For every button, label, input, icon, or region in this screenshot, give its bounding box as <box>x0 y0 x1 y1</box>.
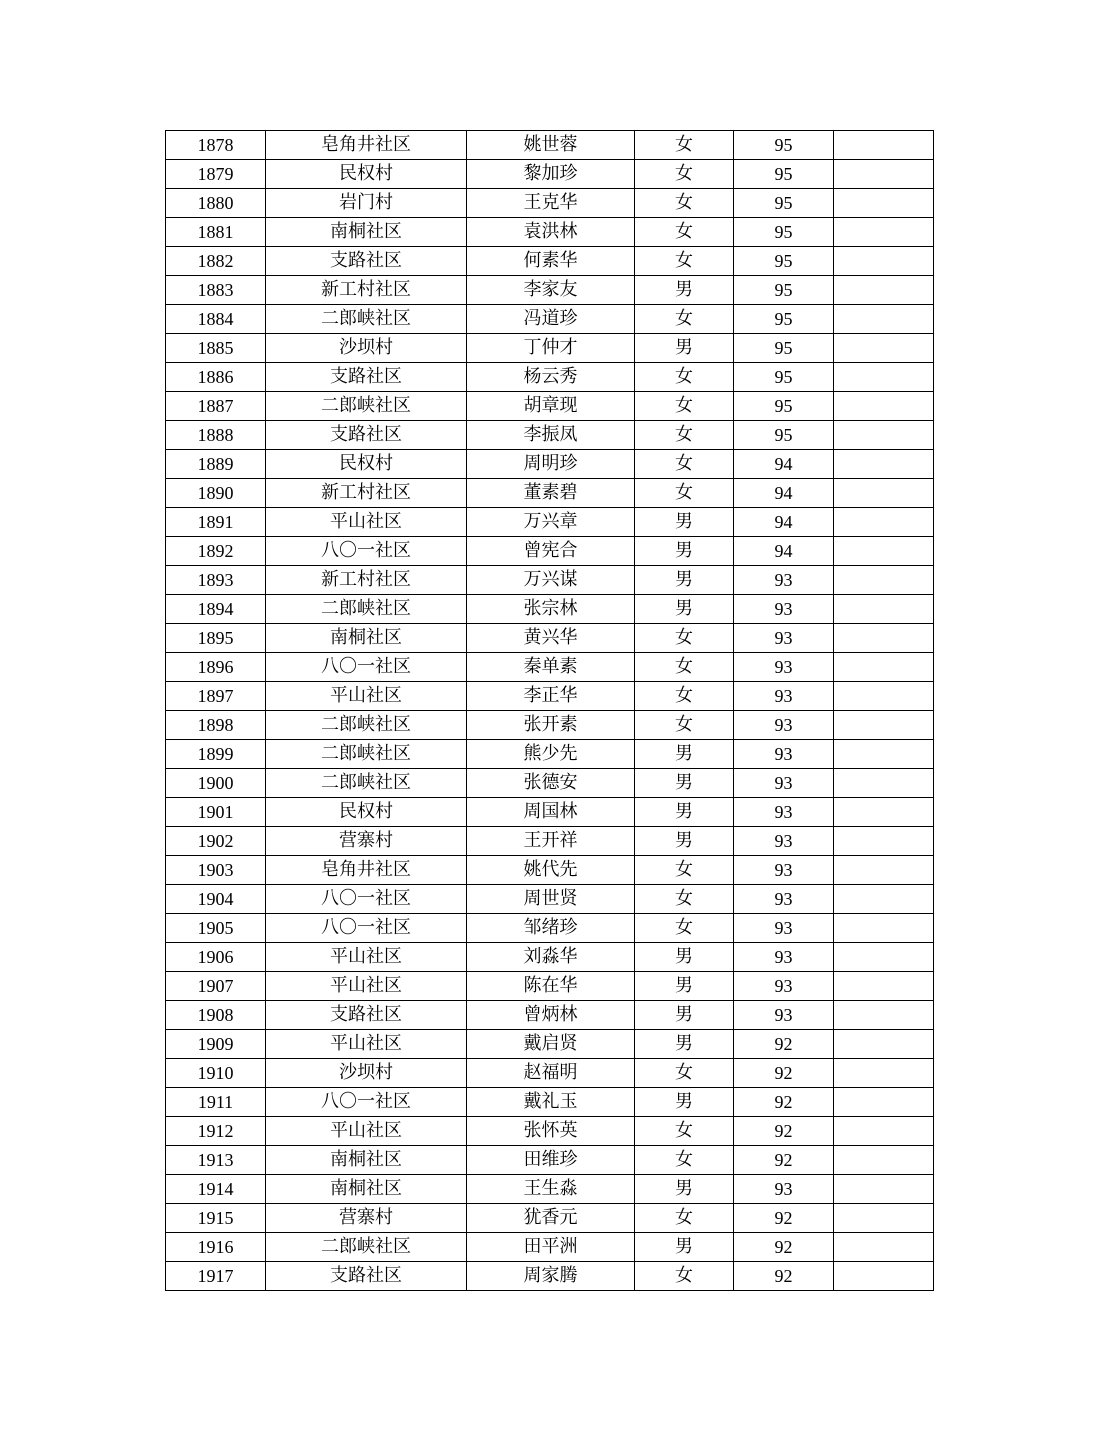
records-table-body <box>166 131 934 1291</box>
age-cell: 95 <box>734 305 834 334</box>
serial-number-cell: 1898 <box>166 711 266 740</box>
table-row <box>166 1088 934 1117</box>
serial-number-cell: 1885 <box>166 334 266 363</box>
gender-cell: 女 <box>635 189 734 218</box>
note-cell <box>834 1088 934 1117</box>
table-row <box>166 1175 934 1204</box>
note-cell <box>834 1204 934 1233</box>
note-cell <box>834 740 934 769</box>
community-cell: 二郎峡社区 <box>266 1233 467 1262</box>
gender-cell: 女 <box>635 1262 734 1291</box>
note-cell <box>834 537 934 566</box>
gender-cell: 女 <box>635 682 734 711</box>
serial-number-cell: 1917 <box>166 1262 266 1291</box>
gender-cell: 男 <box>635 595 734 624</box>
serial-number-cell: 1911 <box>166 1088 266 1117</box>
table-row <box>166 247 934 276</box>
age-cell: 93 <box>734 682 834 711</box>
age-cell: 93 <box>734 856 834 885</box>
age-cell: 92 <box>734 1059 834 1088</box>
person-name-cell: 袁洪林 <box>467 218 635 247</box>
community-cell: 八〇一社区 <box>266 914 467 943</box>
age-cell: 93 <box>734 1175 834 1204</box>
gender-cell: 男 <box>635 798 734 827</box>
table-row <box>166 1233 934 1262</box>
table-row <box>166 769 934 798</box>
gender-cell: 女 <box>635 914 734 943</box>
community-cell: 八〇一社区 <box>266 1088 467 1117</box>
age-cell: 93 <box>734 827 834 856</box>
note-cell <box>834 305 934 334</box>
table-row <box>166 1001 934 1030</box>
note-cell <box>834 595 934 624</box>
age-cell: 92 <box>734 1088 834 1117</box>
note-cell <box>834 479 934 508</box>
table-row <box>166 276 934 305</box>
person-name-cell: 秦单素 <box>467 653 635 682</box>
serial-number-cell: 1878 <box>166 131 266 160</box>
gender-cell: 女 <box>635 450 734 479</box>
serial-number-cell: 1890 <box>166 479 266 508</box>
person-name-cell: 周明珍 <box>467 450 635 479</box>
community-cell: 平山社区 <box>266 508 467 537</box>
gender-cell: 男 <box>635 566 734 595</box>
note-cell <box>834 218 934 247</box>
community-cell: 新工村社区 <box>266 479 467 508</box>
gender-cell: 女 <box>635 218 734 247</box>
table-row <box>166 624 934 653</box>
person-name-cell: 姚代先 <box>467 856 635 885</box>
age-cell: 92 <box>734 1262 834 1291</box>
community-cell: 皂角井社区 <box>266 131 467 160</box>
note-cell <box>834 972 934 1001</box>
age-cell: 93 <box>734 624 834 653</box>
age-cell: 94 <box>734 537 834 566</box>
serial-number-cell: 1901 <box>166 798 266 827</box>
note-cell <box>834 276 934 305</box>
person-name-cell: 王生淼 <box>467 1175 635 1204</box>
table-row <box>166 972 934 1001</box>
note-cell <box>834 1233 934 1262</box>
note-cell <box>834 1146 934 1175</box>
table-row <box>166 1146 934 1175</box>
age-cell: 94 <box>734 508 834 537</box>
community-cell: 支路社区 <box>266 1001 467 1030</box>
person-name-cell: 刘淼华 <box>467 943 635 972</box>
serial-number-cell: 1886 <box>166 363 266 392</box>
serial-number-cell: 1893 <box>166 566 266 595</box>
serial-number-cell: 1908 <box>166 1001 266 1030</box>
person-name-cell: 周国林 <box>467 798 635 827</box>
person-name-cell: 万兴谋 <box>467 566 635 595</box>
note-cell <box>834 798 934 827</box>
table-row <box>166 566 934 595</box>
community-cell: 支路社区 <box>266 421 467 450</box>
gender-cell: 女 <box>635 885 734 914</box>
person-name-cell: 姚世蓉 <box>467 131 635 160</box>
note-cell <box>834 131 934 160</box>
person-name-cell: 田平洲 <box>467 1233 635 1262</box>
serial-number-cell: 1896 <box>166 653 266 682</box>
community-cell: 沙坝村 <box>266 1059 467 1088</box>
serial-number-cell: 1905 <box>166 914 266 943</box>
serial-number-cell: 1914 <box>166 1175 266 1204</box>
community-cell: 二郎峡社区 <box>266 769 467 798</box>
person-name-cell: 熊少先 <box>467 740 635 769</box>
age-cell: 92 <box>734 1204 834 1233</box>
gender-cell: 女 <box>635 247 734 276</box>
note-cell <box>834 682 934 711</box>
community-cell: 营寨村 <box>266 1204 467 1233</box>
person-name-cell: 戴礼玉 <box>467 1088 635 1117</box>
note-cell <box>834 1059 934 1088</box>
table-row <box>166 305 934 334</box>
serial-number-cell: 1882 <box>166 247 266 276</box>
person-name-cell: 张宗林 <box>467 595 635 624</box>
person-name-cell: 陈在华 <box>467 972 635 1001</box>
gender-cell: 女 <box>635 479 734 508</box>
table-row <box>166 682 934 711</box>
gender-cell: 女 <box>635 711 734 740</box>
note-cell <box>834 508 934 537</box>
age-cell: 93 <box>734 595 834 624</box>
age-cell: 93 <box>734 711 834 740</box>
gender-cell: 女 <box>635 624 734 653</box>
age-cell: 95 <box>734 247 834 276</box>
table-row <box>166 827 934 856</box>
age-cell: 93 <box>734 769 834 798</box>
age-cell: 94 <box>734 479 834 508</box>
person-name-cell: 曾宪合 <box>467 537 635 566</box>
gender-cell: 男 <box>635 1088 734 1117</box>
person-name-cell: 冯道珍 <box>467 305 635 334</box>
person-name-cell: 黎加珍 <box>467 160 635 189</box>
note-cell <box>834 421 934 450</box>
person-name-cell: 张怀英 <box>467 1117 635 1146</box>
serial-number-cell: 1906 <box>166 943 266 972</box>
serial-number-cell: 1892 <box>166 537 266 566</box>
community-cell: 支路社区 <box>266 1262 467 1291</box>
community-cell: 二郎峡社区 <box>266 595 467 624</box>
gender-cell: 男 <box>635 740 734 769</box>
note-cell <box>834 450 934 479</box>
serial-number-cell: 1880 <box>166 189 266 218</box>
community-cell: 平山社区 <box>266 1030 467 1059</box>
table-row <box>166 160 934 189</box>
note-cell <box>834 1001 934 1030</box>
person-name-cell: 周家腾 <box>467 1262 635 1291</box>
table-row <box>166 421 934 450</box>
gender-cell: 女 <box>635 1059 734 1088</box>
table-row <box>166 479 934 508</box>
community-cell: 民权村 <box>266 160 467 189</box>
community-cell: 支路社区 <box>266 363 467 392</box>
age-cell: 93 <box>734 566 834 595</box>
community-cell: 营寨村 <box>266 827 467 856</box>
age-cell: 93 <box>734 972 834 1001</box>
serial-number-cell: 1895 <box>166 624 266 653</box>
gender-cell: 女 <box>635 305 734 334</box>
gender-cell: 女 <box>635 856 734 885</box>
note-cell <box>834 769 934 798</box>
serial-number-cell: 1900 <box>166 769 266 798</box>
community-cell: 南桐社区 <box>266 1175 467 1204</box>
gender-cell: 男 <box>635 537 734 566</box>
serial-number-cell: 1904 <box>166 885 266 914</box>
gender-cell: 女 <box>635 1117 734 1146</box>
person-name-cell: 犹香元 <box>467 1204 635 1233</box>
gender-cell: 男 <box>635 508 734 537</box>
person-name-cell: 戴启贤 <box>467 1030 635 1059</box>
community-cell: 民权村 <box>266 450 467 479</box>
community-cell: 岩门村 <box>266 189 467 218</box>
age-cell: 95 <box>734 363 834 392</box>
community-cell: 皂角井社区 <box>266 856 467 885</box>
note-cell <box>834 827 934 856</box>
serial-number-cell: 1909 <box>166 1030 266 1059</box>
note-cell <box>834 566 934 595</box>
note-cell <box>834 711 934 740</box>
gender-cell: 男 <box>635 769 734 798</box>
table-row <box>166 1059 934 1088</box>
table-row <box>166 363 934 392</box>
table-row <box>166 334 934 363</box>
serial-number-cell: 1902 <box>166 827 266 856</box>
table-row <box>166 450 934 479</box>
community-cell: 平山社区 <box>266 1117 467 1146</box>
age-cell: 93 <box>734 914 834 943</box>
gender-cell: 男 <box>635 827 734 856</box>
age-cell: 93 <box>734 943 834 972</box>
table-row <box>166 508 934 537</box>
age-cell: 93 <box>734 1001 834 1030</box>
table-row <box>166 856 934 885</box>
person-name-cell: 胡章现 <box>467 392 635 421</box>
person-name-cell: 赵福明 <box>467 1059 635 1088</box>
age-cell: 95 <box>734 218 834 247</box>
gender-cell: 女 <box>635 1146 734 1175</box>
community-cell: 二郎峡社区 <box>266 392 467 421</box>
serial-number-cell: 1916 <box>166 1233 266 1262</box>
community-cell: 南桐社区 <box>266 624 467 653</box>
community-cell: 南桐社区 <box>266 218 467 247</box>
community-cell: 二郎峡社区 <box>266 740 467 769</box>
serial-number-cell: 1891 <box>166 508 266 537</box>
person-name-cell: 丁仲才 <box>467 334 635 363</box>
age-cell: 95 <box>734 421 834 450</box>
age-cell: 95 <box>734 160 834 189</box>
table-row <box>166 392 934 421</box>
note-cell <box>834 1117 934 1146</box>
table-row <box>166 740 934 769</box>
gender-cell: 男 <box>635 943 734 972</box>
serial-number-cell: 1912 <box>166 1117 266 1146</box>
serial-number-cell: 1899 <box>166 740 266 769</box>
age-cell: 95 <box>734 334 834 363</box>
serial-number-cell: 1903 <box>166 856 266 885</box>
person-name-cell: 周世贤 <box>467 885 635 914</box>
serial-number-cell: 1887 <box>166 392 266 421</box>
community-cell: 南桐社区 <box>266 1146 467 1175</box>
note-cell <box>834 856 934 885</box>
serial-number-cell: 1897 <box>166 682 266 711</box>
table-row <box>166 711 934 740</box>
gender-cell: 女 <box>635 160 734 189</box>
community-cell: 平山社区 <box>266 682 467 711</box>
table-row <box>166 131 934 160</box>
community-cell: 平山社区 <box>266 943 467 972</box>
note-cell <box>834 363 934 392</box>
gender-cell: 女 <box>635 363 734 392</box>
gender-cell: 男 <box>635 1175 734 1204</box>
age-cell: 95 <box>734 189 834 218</box>
age-cell: 95 <box>734 131 834 160</box>
note-cell <box>834 1030 934 1059</box>
gender-cell: 女 <box>635 131 734 160</box>
person-name-cell: 黄兴华 <box>467 624 635 653</box>
serial-number-cell: 1915 <box>166 1204 266 1233</box>
community-cell: 民权村 <box>266 798 467 827</box>
community-cell: 平山社区 <box>266 972 467 1001</box>
table-row <box>166 1204 934 1233</box>
table-row <box>166 595 934 624</box>
serial-number-cell: 1889 <box>166 450 266 479</box>
person-name-cell: 李正华 <box>467 682 635 711</box>
serial-number-cell: 1883 <box>166 276 266 305</box>
gender-cell: 男 <box>635 972 734 1001</box>
table-row <box>166 943 934 972</box>
gender-cell: 男 <box>635 334 734 363</box>
note-cell <box>834 943 934 972</box>
gender-cell: 女 <box>635 1204 734 1233</box>
community-cell: 八〇一社区 <box>266 885 467 914</box>
person-name-cell: 张德安 <box>467 769 635 798</box>
community-cell: 二郎峡社区 <box>266 305 467 334</box>
note-cell <box>834 247 934 276</box>
table-row <box>166 189 934 218</box>
person-name-cell: 万兴章 <box>467 508 635 537</box>
records-table <box>165 130 934 1291</box>
person-name-cell: 杨云秀 <box>467 363 635 392</box>
age-cell: 93 <box>734 798 834 827</box>
person-name-cell: 李振凤 <box>467 421 635 450</box>
serial-number-cell: 1884 <box>166 305 266 334</box>
person-name-cell: 何素华 <box>467 247 635 276</box>
person-name-cell: 王克华 <box>467 189 635 218</box>
serial-number-cell: 1888 <box>166 421 266 450</box>
person-name-cell: 田维珍 <box>467 1146 635 1175</box>
gender-cell: 女 <box>635 653 734 682</box>
age-cell: 94 <box>734 450 834 479</box>
note-cell <box>834 1262 934 1291</box>
person-name-cell: 张开素 <box>467 711 635 740</box>
person-name-cell: 曾炳林 <box>467 1001 635 1030</box>
note-cell <box>834 653 934 682</box>
age-cell: 92 <box>734 1233 834 1262</box>
table-row <box>166 1117 934 1146</box>
table-row <box>166 653 934 682</box>
serial-number-cell: 1879 <box>166 160 266 189</box>
serial-number-cell: 1913 <box>166 1146 266 1175</box>
age-cell: 93 <box>734 885 834 914</box>
gender-cell: 男 <box>635 1030 734 1059</box>
table-row <box>166 537 934 566</box>
gender-cell: 男 <box>635 1001 734 1030</box>
serial-number-cell: 1894 <box>166 595 266 624</box>
gender-cell: 男 <box>635 276 734 305</box>
community-cell: 沙坝村 <box>266 334 467 363</box>
person-name-cell: 董素碧 <box>467 479 635 508</box>
age-cell: 95 <box>734 276 834 305</box>
person-name-cell: 王开祥 <box>467 827 635 856</box>
person-name-cell: 邹绪珍 <box>467 914 635 943</box>
gender-cell: 男 <box>635 1233 734 1262</box>
serial-number-cell: 1910 <box>166 1059 266 1088</box>
serial-number-cell: 1881 <box>166 218 266 247</box>
community-cell: 二郎峡社区 <box>266 711 467 740</box>
note-cell <box>834 624 934 653</box>
community-cell: 八〇一社区 <box>266 537 467 566</box>
table-row <box>166 885 934 914</box>
age-cell: 92 <box>734 1117 834 1146</box>
note-cell <box>834 914 934 943</box>
note-cell <box>834 1175 934 1204</box>
age-cell: 93 <box>734 740 834 769</box>
community-cell: 支路社区 <box>266 247 467 276</box>
gender-cell: 女 <box>635 421 734 450</box>
community-cell: 新工村社区 <box>266 566 467 595</box>
community-cell: 新工村社区 <box>266 276 467 305</box>
serial-number-cell: 1907 <box>166 972 266 1001</box>
age-cell: 93 <box>734 653 834 682</box>
age-cell: 92 <box>734 1146 834 1175</box>
note-cell <box>834 885 934 914</box>
person-name-cell: 李家友 <box>467 276 635 305</box>
age-cell: 95 <box>734 392 834 421</box>
table-row <box>166 798 934 827</box>
note-cell <box>834 392 934 421</box>
table-row <box>166 1030 934 1059</box>
table-row <box>166 1262 934 1291</box>
note-cell <box>834 160 934 189</box>
gender-cell: 女 <box>635 392 734 421</box>
note-cell <box>834 189 934 218</box>
community-cell: 八〇一社区 <box>266 653 467 682</box>
table-row <box>166 914 934 943</box>
age-cell: 92 <box>734 1030 834 1059</box>
note-cell <box>834 334 934 363</box>
table-row <box>166 218 934 247</box>
